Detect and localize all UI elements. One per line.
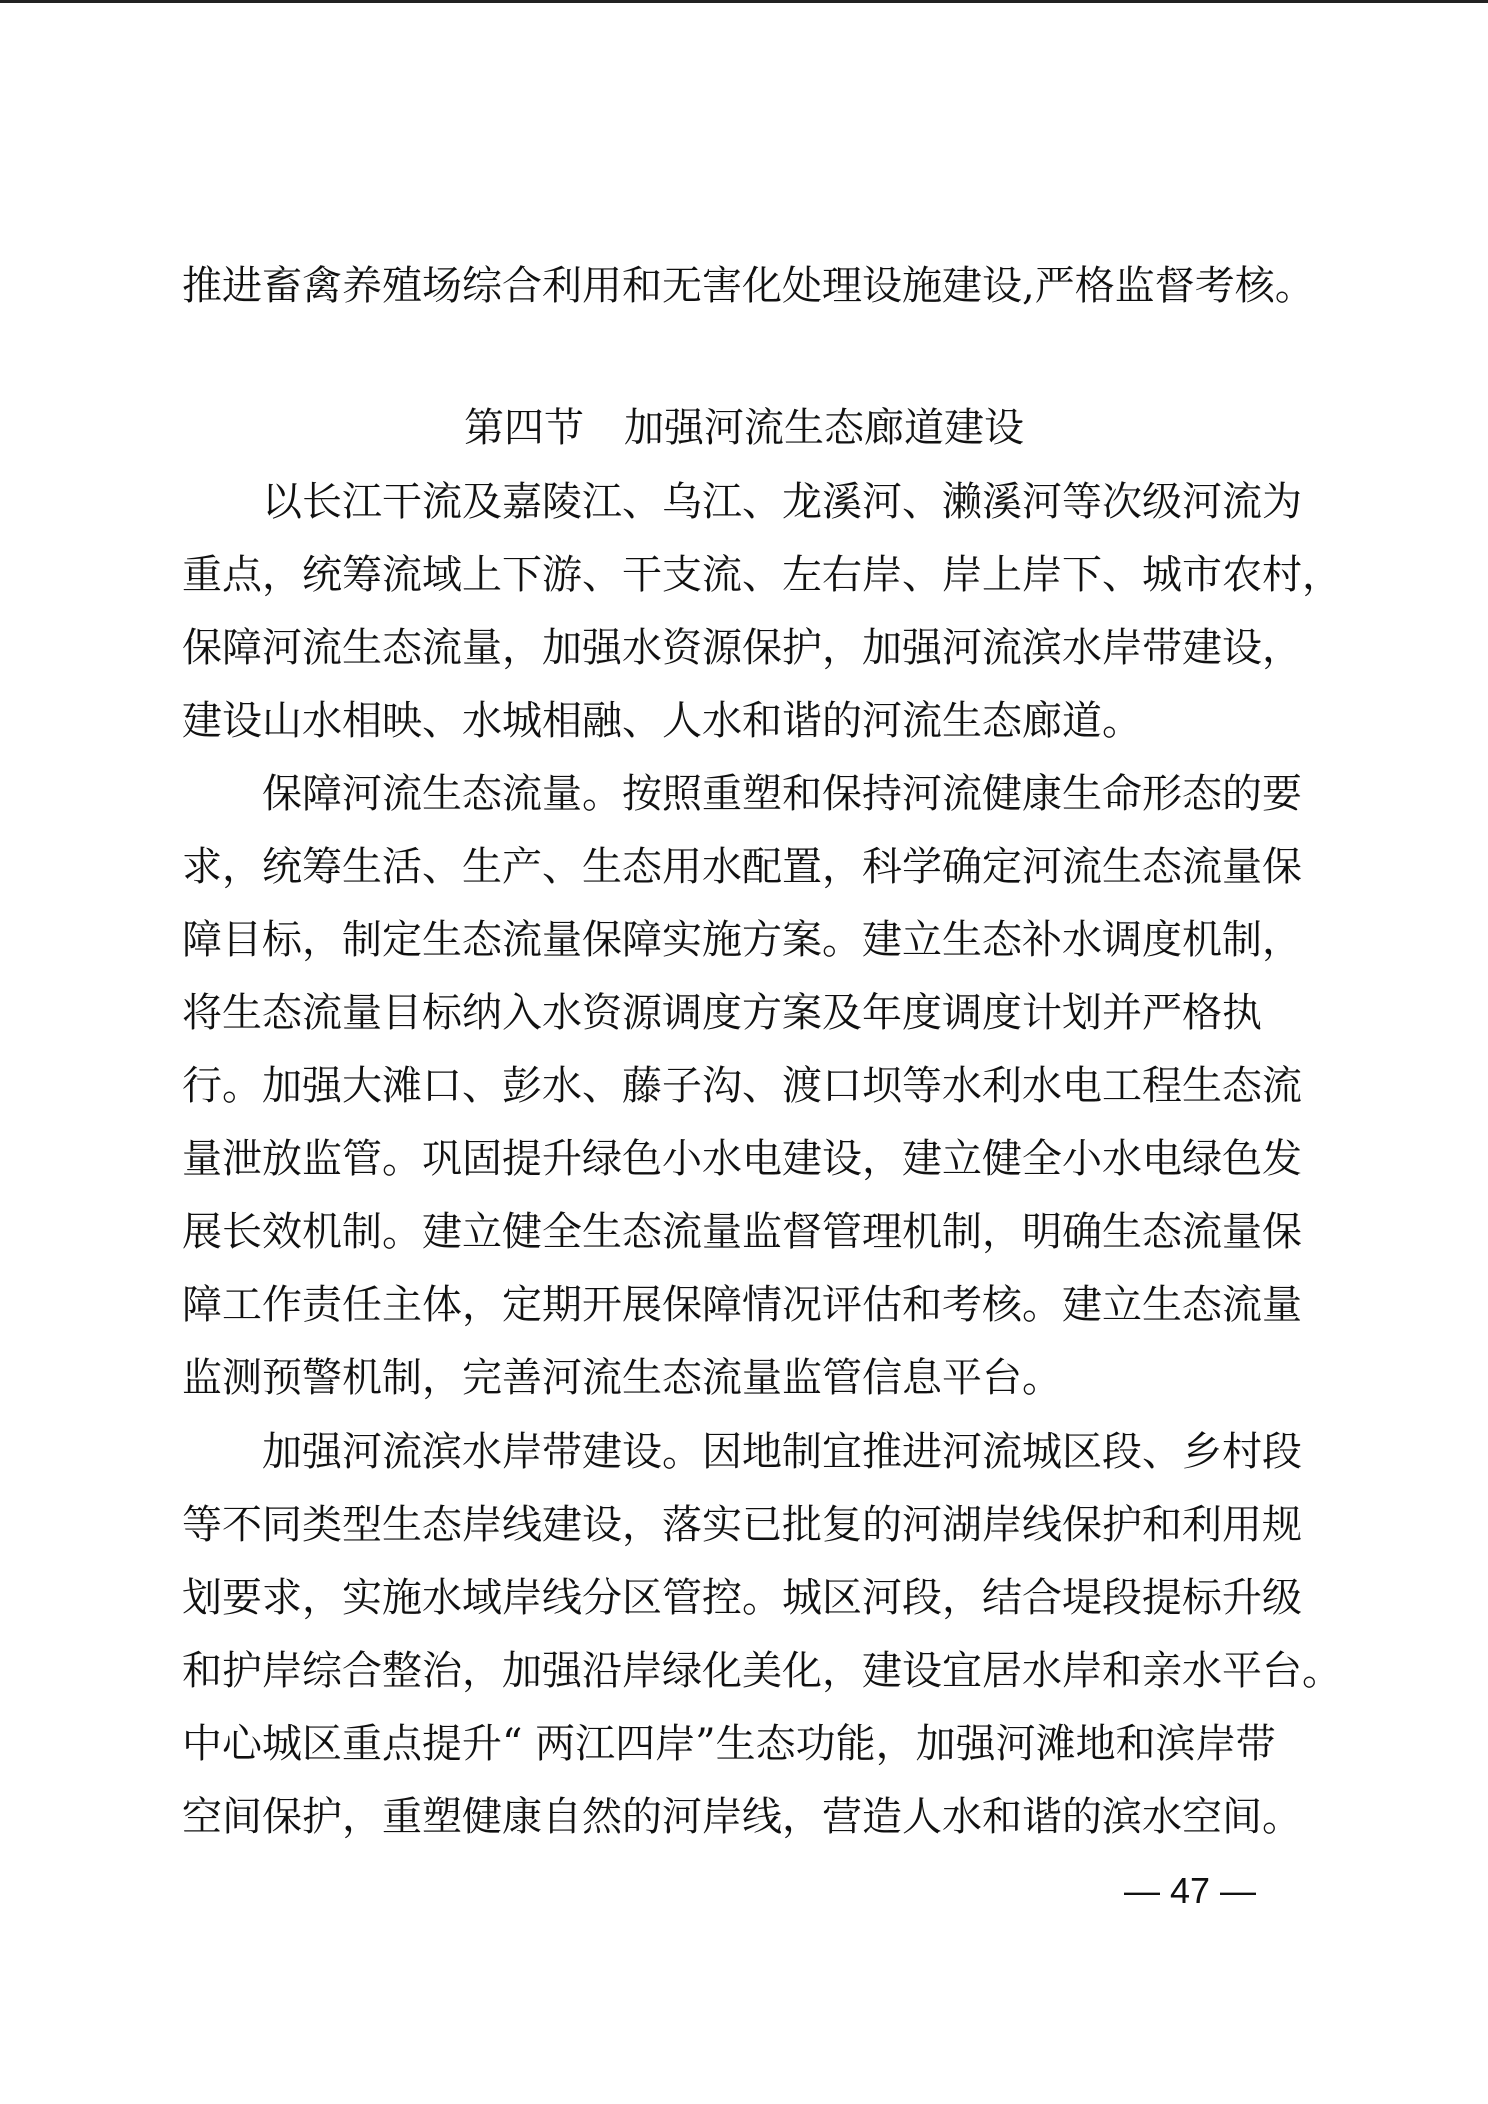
paragraph-line: 保障河流生态流量，加强水资源保护，加强河流滨水岸带建设， xyxy=(182,625,1302,671)
paragraph-line: 行。加强大滩口、彭水、藤子沟、渡口坝等水利水电工程生态流 xyxy=(182,1063,1302,1109)
paragraph-ecological-flow xyxy=(182,758,1302,1415)
paragraph-line: 监测预警机制，完善河流生态流量监管信息平台。 xyxy=(182,1355,1062,1401)
paragraph-line: 加强河流滨水岸带建设。因地制宜推进河流城区段、乡村段 xyxy=(262,1429,1302,1475)
paragraph-intro xyxy=(182,466,1342,758)
paragraph-line: 重点，统筹流域上下游、干支流、左右岸、岸上岸下、城市农村， xyxy=(182,552,1342,598)
continuation-paragraph xyxy=(182,250,1315,323)
paragraph-line: 保障河流生态流量。按照重塑和保持河流健康生命形态的要 xyxy=(262,771,1302,817)
paragraph-line: 将生态流量目标纳入水资源调度方案及年度调度计划并严格执 xyxy=(182,990,1262,1036)
paragraph-line: 以长江干流及嘉陵江、乌江、龙溪河、濑溪河等次级河流为 xyxy=(262,479,1302,525)
paragraph-line: 等不同类型生态岸线建设，落实已批复的河湖岸线保护和利用规 xyxy=(182,1502,1302,1548)
paragraph-line: 障目标，制定生态流量保障实施方案。建立生态补水调度机制， xyxy=(182,917,1302,963)
paragraph-line: 建设山水相映、水城相融、人水和谐的河流生态廊道。 xyxy=(182,698,1142,744)
section-heading: 第四节 加强河流生态廊道建设 xyxy=(464,405,1024,451)
paragraph-line: 中心城区重点提升“ 两江四岸”生态功能，加强河滩地和滨岸带 xyxy=(182,1721,1276,1767)
page-number: — 47 — xyxy=(1123,1870,1257,1911)
paragraph-waterfront xyxy=(182,1416,1342,1854)
paragraph-line: 推进畜禽养殖场综合利用和无害化处理设施建设,严格监督考核。 xyxy=(182,263,1315,309)
paragraph-line: 展长效机制。建立健全生态流量监督管理机制，明确生态流量保 xyxy=(182,1209,1302,1255)
paragraph-line: 障工作责任主体，定期开展保障情况评估和考核。建立生态流量 xyxy=(182,1282,1302,1328)
paragraph-line: 量泄放监管。巩固提升绿色小水电建设，建立健全小水电绿色发 xyxy=(182,1136,1302,1182)
page-top-border xyxy=(0,0,1488,3)
paragraph-line: 和护岸综合整治，加强沿岸绿化美化，建设宜居水岸和亲水平台。 xyxy=(182,1648,1342,1694)
paragraph-line: 求，统筹生活、生产、生态用水配置，科学确定河流生态流量保 xyxy=(182,844,1302,890)
paragraph-line: 空间保护，重塑健康自然的河岸线，营造人水和谐的滨水空间。 xyxy=(182,1794,1302,1840)
paragraph-line: 划要求，实施水域岸线分区管控。城区河段，结合堤段提标升级 xyxy=(182,1575,1302,1621)
